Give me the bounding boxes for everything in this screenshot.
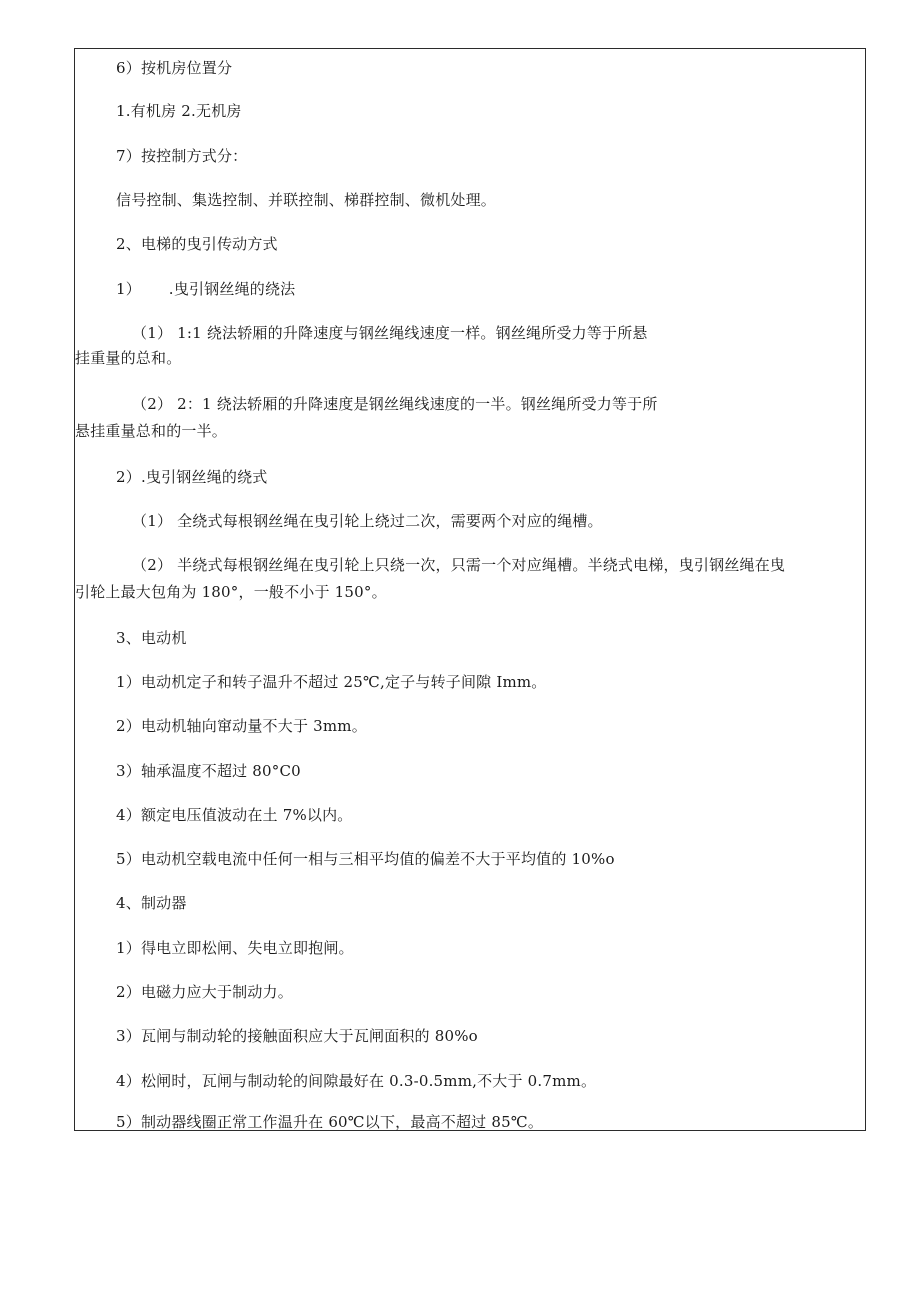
- text-line: 2）.曳引钢丝绳的绕式: [116, 468, 268, 486]
- text-line: （2） 半绕式每根钢丝绳在曳引轮上只绕一次，只需一个对应绳槽。半绕式电梯，曳引钢丝绳在曳: [132, 556, 786, 574]
- text-line: 2）电动机轴向窜动量不大于 3mm。: [116, 717, 367, 735]
- text-line: 悬挂重量总和的一半。: [75, 422, 228, 440]
- text-line: 3、电动机: [116, 629, 187, 647]
- text-line: 4、制动器: [116, 894, 187, 912]
- text-line: 3）瓦闸与制动轮的接触面积应大于瓦闸面积的 80%o: [116, 1027, 478, 1045]
- text-line: 4）额定电压值波动在土 7%以内。: [116, 806, 353, 824]
- text-line: 6）按机房位置分: [116, 59, 233, 77]
- text-line: （2） 2：1 绕法轿厢的升降速度是钢丝绳线速度的一半。钢丝绳所受力等于所: [132, 395, 658, 413]
- text-line: 1）得电立即松闸、失电立即抱闸。: [116, 939, 354, 957]
- text-line: 1）电动机定子和转子温升不超过 25℃,定子与转子间隙 Imm。: [116, 673, 547, 691]
- text-line: 挂重量的总和。: [75, 349, 182, 367]
- text-line: （1） 1:1 绕法轿厢的升降速度与钢丝绳线速度一样。钢丝绳所受力等于所悬: [132, 324, 648, 342]
- text-line: 信号控制、集选控制、并联控制、梯群控制、微机处理。: [116, 191, 497, 209]
- document-frame: [74, 48, 866, 1131]
- text-line: 1.有机房 2.无机房: [116, 102, 242, 120]
- text-line: 4）松闸时，瓦闸与制动轮的间隙最好在 0.3-0.5mm,不大于 0.7mm。: [116, 1072, 597, 1090]
- text-line: 1） .曳引钢丝绳的绕法: [116, 280, 296, 298]
- text-line: 5）电动机空载电流中任何一相与三相平均值的偏差不大于平均值的 10%o: [116, 850, 615, 868]
- text-line: 3）轴承温度不超过 80°C0: [116, 762, 301, 780]
- text-line: 2、电梯的曳引传动方式: [116, 235, 278, 253]
- text-line: 7）按控制方式分：: [116, 147, 248, 165]
- text-line: 引轮上最大包角为 180°，一般不小于 150°。: [75, 583, 387, 601]
- text-line: 5）制动器线圈正常工作温升在 60℃以下，最高不超过 85℃。: [116, 1113, 544, 1131]
- text-line: 2）电磁力应大于制动力。: [116, 983, 293, 1001]
- text-line: （1） 全绕式每根钢丝绳在曳引轮上绕过二次，需要两个对应的绳槽。: [132, 512, 603, 530]
